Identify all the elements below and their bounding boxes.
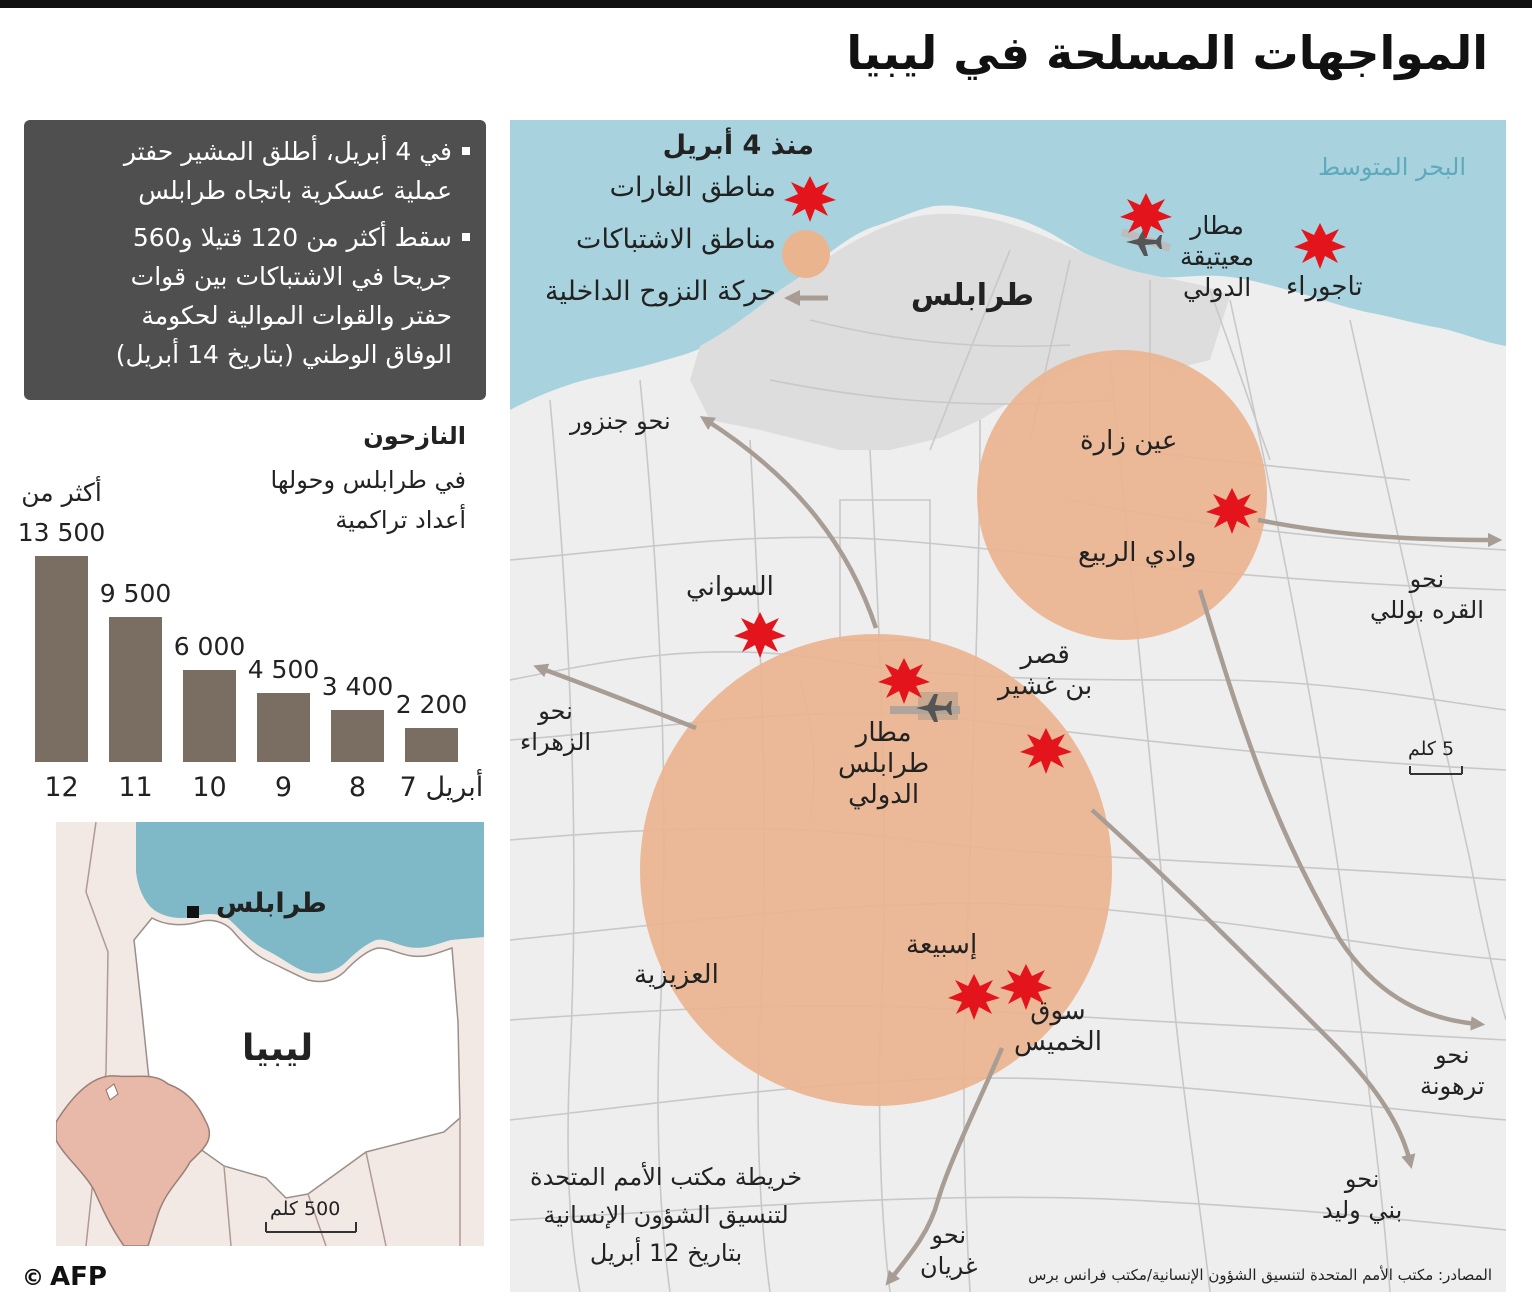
bullet-square-icon	[462, 147, 470, 155]
legend-clash-icon	[782, 230, 830, 278]
map-scale-label: 5 كلم	[1408, 738, 1455, 760]
info-line: عملية عسكرية باتجاه طرابلس	[138, 176, 452, 205]
sea-label: البحر المتوسط	[1318, 153, 1466, 181]
inset-map	[56, 822, 484, 1246]
bar	[405, 728, 458, 762]
info-line: في 4 أبريل، أطلق المشير حفتر	[123, 137, 452, 166]
bar-value-label: 2 200	[395, 690, 468, 719]
info-bullet	[38, 132, 470, 210]
bar-category-label: 10	[192, 772, 227, 803]
bar-value-label: 13 500	[17, 518, 106, 547]
bar-category-label: 12	[44, 772, 79, 803]
place-isbiaa: إسبيعة	[906, 930, 978, 960]
chart-subtitle: أعداد تراكمية	[335, 506, 466, 534]
info-bullet	[38, 218, 470, 374]
place-mitiga-airport: مطار معيتيقة الدولي	[1180, 211, 1255, 302]
place-souq-khamis: سوق الخميس	[1014, 996, 1102, 1057]
inset-city-label: طرابلس	[216, 888, 327, 919]
info-line-text: الوفاق الوطني	[301, 340, 452, 369]
bar-value-label: 4 500	[247, 655, 320, 684]
place-wadi-rabie: وادي الربيع	[1078, 538, 1197, 568]
chart-title: النازحون	[363, 422, 466, 450]
place-tajoura: تاجوراء	[1286, 272, 1363, 302]
chart-subtitle: في طرابلس وحولها	[270, 466, 466, 494]
bar-value-label: 9 500	[99, 579, 172, 608]
info-line	[38, 335, 452, 374]
inset-tripoli-square-icon	[187, 906, 199, 918]
bar-category-label: 11	[118, 772, 153, 803]
bar-category-label: 9	[274, 772, 293, 803]
bar-category-label: 8	[348, 772, 367, 803]
source-note: المصادر: مكتب الأمم المتحدة لتنسيق الشؤون الإنسانية/مكتب فرانس برس	[1028, 1266, 1492, 1284]
place-qasr-bin-ghashir: قصر بن غشير	[998, 640, 1093, 701]
inset-country-label: ليبيا	[242, 1028, 314, 1069]
inset-scale-label: 500 كلم	[270, 1198, 341, 1220]
info-line: حفتر والقوات الموالية لحكومة	[141, 301, 452, 330]
bar-value-label: 3 400	[321, 672, 394, 701]
ocha-note: خريطة مكتب الأمم المتحدة لتنسيق الشؤون الإنسانية بتاريخ 12 أبريل	[530, 1163, 803, 1267]
bar-value-label: 6 000	[173, 632, 246, 661]
capital-label: طرابلس	[910, 278, 1034, 313]
legend-clashes: مناطق الاشتباكات	[576, 224, 776, 255]
direction-janzour: نحو جنزور	[570, 407, 671, 435]
info-line: سقط أكثر من 120 قتيلا و560	[132, 223, 452, 252]
legend-displacement: حركة النزوح الداخلية	[545, 276, 776, 307]
legend-airstrikes: مناطق الغارات	[609, 172, 776, 203]
bar-value-prefix: أكثر من	[21, 478, 102, 507]
direction-zahra: نحو الزهراء	[520, 697, 592, 756]
copyright-icon: ©	[22, 1266, 44, 1291]
place-aziziya: العزيزية	[634, 960, 719, 990]
bar-category-label: 7 أبريل	[399, 772, 484, 803]
place-swani: السواني	[686, 572, 774, 602]
place-ain-zara: عين زارة	[1080, 426, 1178, 456]
info-box	[24, 120, 486, 400]
bar	[257, 693, 310, 762]
direction-tarhuna: نحو ترهونة	[1420, 1041, 1485, 1100]
page-title: المواجهات المسلحة في ليبيا	[846, 26, 1488, 80]
clash-zone-ain-zara	[977, 350, 1267, 640]
direction-gharyan: نحو غريان	[920, 1221, 978, 1280]
info-line: جريحا في الاشتباكات بين قوات	[130, 262, 452, 291]
tripoli-map	[510, 120, 1506, 1292]
place-tripoli-airport: مطار طرابلس الدولي	[838, 718, 930, 810]
info-date: (بتاريخ 14 أبريل)	[115, 340, 294, 369]
afp-credit	[22, 1262, 107, 1292]
direction-bani-walid: نحو بني وليد	[1322, 1165, 1403, 1224]
bullet-square-icon	[462, 233, 470, 241]
top-rule	[0, 0, 1532, 8]
direction-garabulli: نحو القره بوللي	[1370, 565, 1484, 624]
afp-logo: AFP	[50, 1262, 107, 1292]
legend-title: منذ 4 أبريل	[662, 130, 814, 161]
